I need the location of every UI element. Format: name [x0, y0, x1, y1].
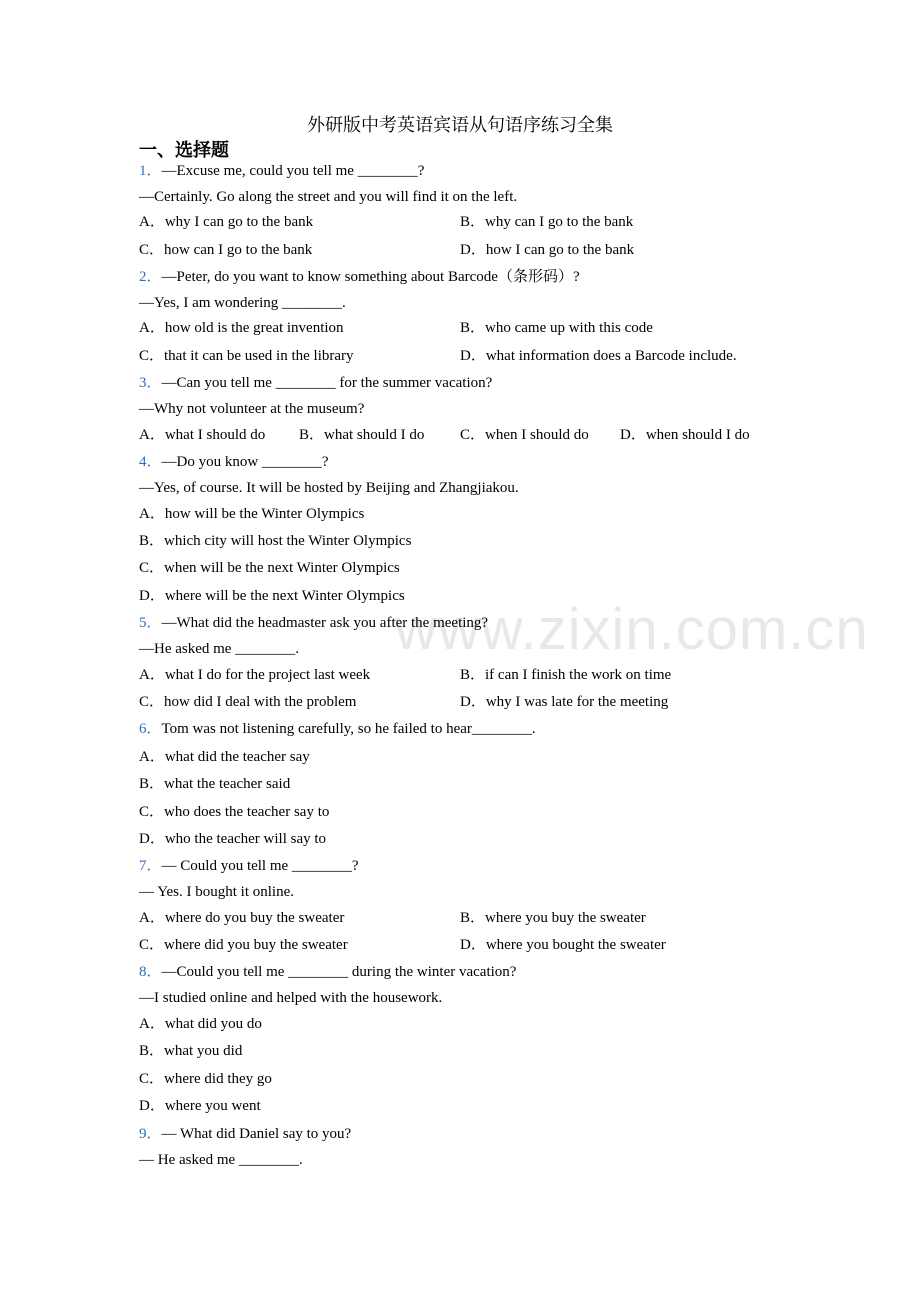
option-a[interactable]: A．what I should do: [139, 427, 266, 443]
option-a[interactable]: A．where do you buy the sweater: [139, 910, 345, 926]
question-2: [139, 267, 580, 287]
question-number: 2．: [139, 269, 162, 285]
option-a[interactable]: A．why I can go to the bank: [139, 214, 314, 230]
option-d[interactable]: D．why I was late for the meeting: [460, 694, 669, 710]
option-d[interactable]: D．who the teacher will say to: [139, 831, 327, 847]
question-stem: — Could you tell me ________?: [161, 858, 359, 874]
question-1-reply: —Certainly. Go along the street and you will find it on the left.: [139, 189, 518, 205]
option-d[interactable]: D．how I can go to the bank: [460, 242, 635, 258]
option-b[interactable]: B．what you did: [139, 1043, 243, 1059]
option-a[interactable]: A．what I do for the project last week: [139, 667, 371, 683]
option-d[interactable]: D．when should I do: [620, 427, 750, 443]
question-number: 9．: [139, 1126, 162, 1142]
option-b[interactable]: B．which city will host the Winter Olympics: [139, 533, 412, 549]
question-number: 1．: [139, 163, 162, 179]
question-number: 7．: [139, 858, 162, 874]
question-3-reply: —Why not volunteer at the museum?: [139, 401, 365, 417]
question-number: 3．: [139, 375, 162, 391]
option-c[interactable]: C．where did they go: [139, 1071, 272, 1087]
option-a[interactable]: A．how will be the Winter Olympics: [139, 506, 365, 522]
question-9-reply: — He asked me ________.: [139, 1152, 303, 1168]
option-a[interactable]: A．what did the teacher say: [139, 749, 310, 765]
option-b[interactable]: B．what should I do: [299, 427, 425, 443]
option-b[interactable]: B．why can I go to the bank: [460, 214, 634, 230]
question-2-reply: —Yes, I am wondering ________.: [139, 295, 346, 311]
question-1: [139, 161, 424, 181]
question-5-reply: —He asked me ________.: [139, 641, 299, 657]
option-c[interactable]: C．that it can be used in the library: [139, 348, 354, 364]
question-stem: —Peter, do you want to know something about Barcode（条形码）?: [161, 269, 580, 285]
option-c[interactable]: C．when I should do: [460, 427, 589, 443]
question-stem: —What did the headmaster ask you after the meeting?: [161, 615, 489, 631]
question-stem: —Can you tell me ________ for the summer vacation?: [161, 375, 493, 391]
question-stem: —Excuse me, could you tell me ________?: [161, 163, 425, 179]
option-b[interactable]: B．if can I finish the work on time: [460, 667, 672, 683]
page-title: 外研版中考英语宾语从句语序练习全集: [307, 115, 613, 135]
option-a[interactable]: A．how old is the great invention: [139, 320, 344, 336]
option-b[interactable]: B．who came up with this code: [460, 320, 653, 336]
question-9: [139, 1124, 351, 1144]
option-c[interactable]: C．when will be the next Winter Olympics: [139, 560, 400, 576]
option-c[interactable]: C．how did I deal with the problem: [139, 694, 357, 710]
question-6: [139, 719, 536, 739]
question-stem: — What did Daniel say to you?: [161, 1126, 352, 1142]
option-b[interactable]: B．what the teacher said: [139, 776, 291, 792]
option-c[interactable]: C．where did you buy the sweater: [139, 937, 348, 953]
option-d[interactable]: D．where you went: [139, 1098, 261, 1114]
question-8-reply: —I studied online and helped with the housework.: [139, 990, 443, 1006]
question-7: [139, 856, 359, 876]
option-d[interactable]: D．where you bought the sweater: [460, 937, 666, 953]
question-number: 5．: [139, 615, 162, 631]
question-5: [139, 613, 488, 633]
question-number: 4．: [139, 454, 162, 470]
option-d[interactable]: D．where will be the next Winter Olympics: [139, 588, 405, 604]
question-stem: Tom was not listening carefully, so he failed to hear________.: [161, 721, 536, 737]
question-8: [139, 962, 516, 982]
question-3: [139, 373, 492, 393]
question-4-reply: —Yes, of course. It will be hosted by Beijing and Zhangjiakou.: [139, 480, 519, 496]
option-d[interactable]: D．what information does a Barcode include.: [460, 348, 737, 364]
question-number: 6．: [139, 721, 162, 737]
question-stem: —Could you tell me ________ during the winter vacation?: [161, 964, 517, 980]
question-number: 8．: [139, 964, 162, 980]
option-c[interactable]: C．how can I go to the bank: [139, 242, 313, 258]
question-stem: —Do you know ________?: [161, 454, 329, 470]
watermark: www.zixin.com.cn: [395, 597, 869, 662]
question-4: [139, 452, 329, 472]
section-heading: 一、选择题: [139, 140, 229, 160]
option-b[interactable]: B．where you buy the sweater: [460, 910, 646, 926]
option-a[interactable]: A．what did you do: [139, 1016, 262, 1032]
option-c[interactable]: C．who does the teacher say to: [139, 804, 330, 820]
question-7-reply: — Yes. I bought it online.: [139, 884, 295, 900]
